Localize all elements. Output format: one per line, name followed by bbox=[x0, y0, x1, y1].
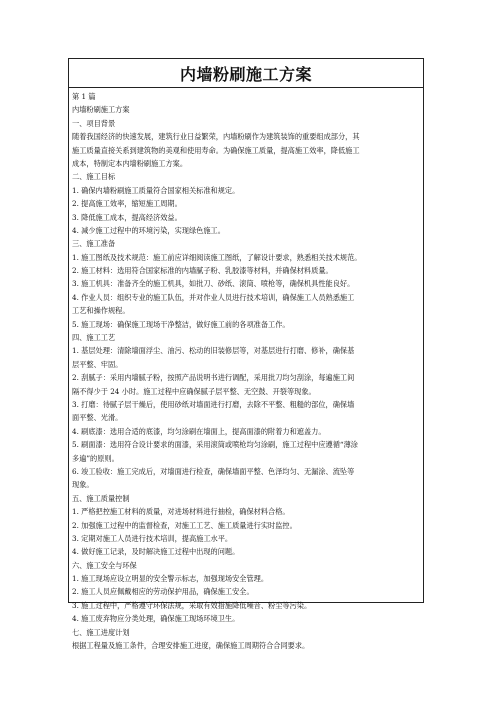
text-line: 5. 施工现场：确保施工现场干净整洁，做好施工前的各项准备工作。 bbox=[72, 319, 290, 329]
text-line: 5. 刷面漆：选用符合设计要求的面漆，采用滚筒或喷枪均匀涂刷，施工过程中应遵循“薄涂 bbox=[72, 440, 358, 450]
text-line: 三、施工准备 bbox=[72, 239, 116, 249]
text-line: 层平整、牢固。 bbox=[72, 359, 123, 369]
text-line: 4. 作业人员：组织专业的施工队伍，并对作业人员进行技术培训，确保施工人员熟悉施工 bbox=[72, 292, 355, 302]
text-line: 4. 减少施工过程中的环境污染，实现绿色施工。 bbox=[72, 225, 225, 235]
text-line: 成本，特制定本内墙粉刷施工方案。 bbox=[72, 158, 188, 168]
text-line: 3. 施工过程中，严格遵守环保法规，采取有效措施降低噪音、粉尘等污染。 bbox=[72, 600, 312, 610]
text-line: 一、项目背景 bbox=[72, 118, 116, 128]
text-line: 多遍”的原则。 bbox=[72, 453, 119, 463]
text-line: 1. 严格把控施工材料的质量，对进场材料进行抽检，确保材料合格。 bbox=[72, 507, 290, 517]
text-line: 施工质量直接关系到建筑物的美观和使用寿命。为确保施工质量，提高施工效率，降低施工 bbox=[72, 145, 360, 155]
text-line: 二、施工目标 bbox=[72, 172, 116, 182]
text-line: 2. 施工材料：选用符合国家标准的内墙腻子粉、乳胶漆等材料，并确保材料质量。 bbox=[72, 266, 333, 276]
text-line: 四、施工工艺 bbox=[72, 333, 116, 343]
text-line: 4. 施工废弃物应分类处理，确保施工现场环境卫生。 bbox=[72, 614, 240, 624]
text-line: 现象。 bbox=[72, 480, 94, 490]
text-line: 1. 施工现场应设立明显的安全警示标志，加强现场安全管理。 bbox=[72, 574, 269, 584]
text-line: 3. 降低施工成本，提高经济效益。 bbox=[72, 212, 182, 222]
content-cell bbox=[69, 88, 423, 652]
text-line: 工艺和操作规程。 bbox=[72, 306, 130, 316]
text-line: 3. 打磨：待腻子层干燥后，使用砂纸对墙面进行打磨，去除不平整、粗糙的部位，确保墙 bbox=[72, 399, 355, 409]
text-line: 随着我国经济的快速发展，建筑行业日益繁荣，内墙粉刷作为建筑装饰的重要组成部分，其 bbox=[72, 132, 360, 142]
text-line: 隔不得少于 24 小时。施工过程中应确保腻子层平整、无空鼓、开裂等现象。 bbox=[72, 386, 316, 396]
text-line: 4. 刷底漆：选用合适的底漆，均匀涂刷在墙面上，提高面漆的附着力和遮盖力。 bbox=[72, 426, 326, 436]
text-line: 1. 施工图纸及技术规范：施工前应详细阅读施工图纸，了解设计要求，熟悉相关技术规范。 bbox=[72, 252, 362, 262]
text-line: 6. 竣工验收：施工完成后，对墙面进行检查，确保墙面平整、色泽均匀、无漏涂、流坠等 bbox=[72, 466, 355, 476]
text-line: 2. 加强施工过程中的监督检查，对施工工艺、施工质量进行实时监控。 bbox=[72, 520, 297, 530]
text-line: 六、施工安全与环保 bbox=[72, 560, 137, 570]
document-table bbox=[68, 58, 424, 651]
text-line: 2. 施工人员应佩戴相应的劳动保护用品，确保施工安全。 bbox=[72, 587, 254, 597]
text-line: 面平整、光滑。 bbox=[72, 413, 123, 423]
text-line: 七、施工进度计划 bbox=[72, 627, 130, 637]
text-line: 4. 做好施工记录，及时解决施工过程中出现的问题。 bbox=[72, 547, 240, 557]
text-line: 3. 施工机具：准备齐全的施工机具，如批刀、砂纸、滚筒、喷枪等，确保机具性能良好。 bbox=[72, 279, 355, 289]
text-line: 第 1 篇 bbox=[72, 92, 96, 101]
text-line: 1. 基层处理：清除墙面浮尘、油污、松动的旧装修层等，对基层进行打磨、修补，确保基 bbox=[72, 346, 355, 356]
text-line: 1. 确保内墙粉刷施工质量符合国家相关标准和规定。 bbox=[72, 185, 240, 195]
text-line: 根据工程量及施工条件，合理安排施工进度，确保施工周期符合合同要求。 bbox=[72, 641, 310, 651]
text-line: 五、施工质量控制 bbox=[72, 493, 130, 503]
text-line: 2. 提高施工效率，缩短施工周期。 bbox=[72, 199, 182, 209]
text-line: 内墙粉刷施工方案 bbox=[72, 105, 130, 115]
text-line: 2. 刮腻子：采用内墙腻子粉，按照产品说明书进行调配，采用批刀均匀刮涂，每遍施工间 bbox=[72, 373, 355, 383]
document-title: 内墙粉刷施工方案 bbox=[179, 64, 312, 84]
title-cell bbox=[69, 59, 423, 88]
text-line: 3. 定期对施工人员进行技术培训，提高施工水平。 bbox=[72, 533, 233, 543]
